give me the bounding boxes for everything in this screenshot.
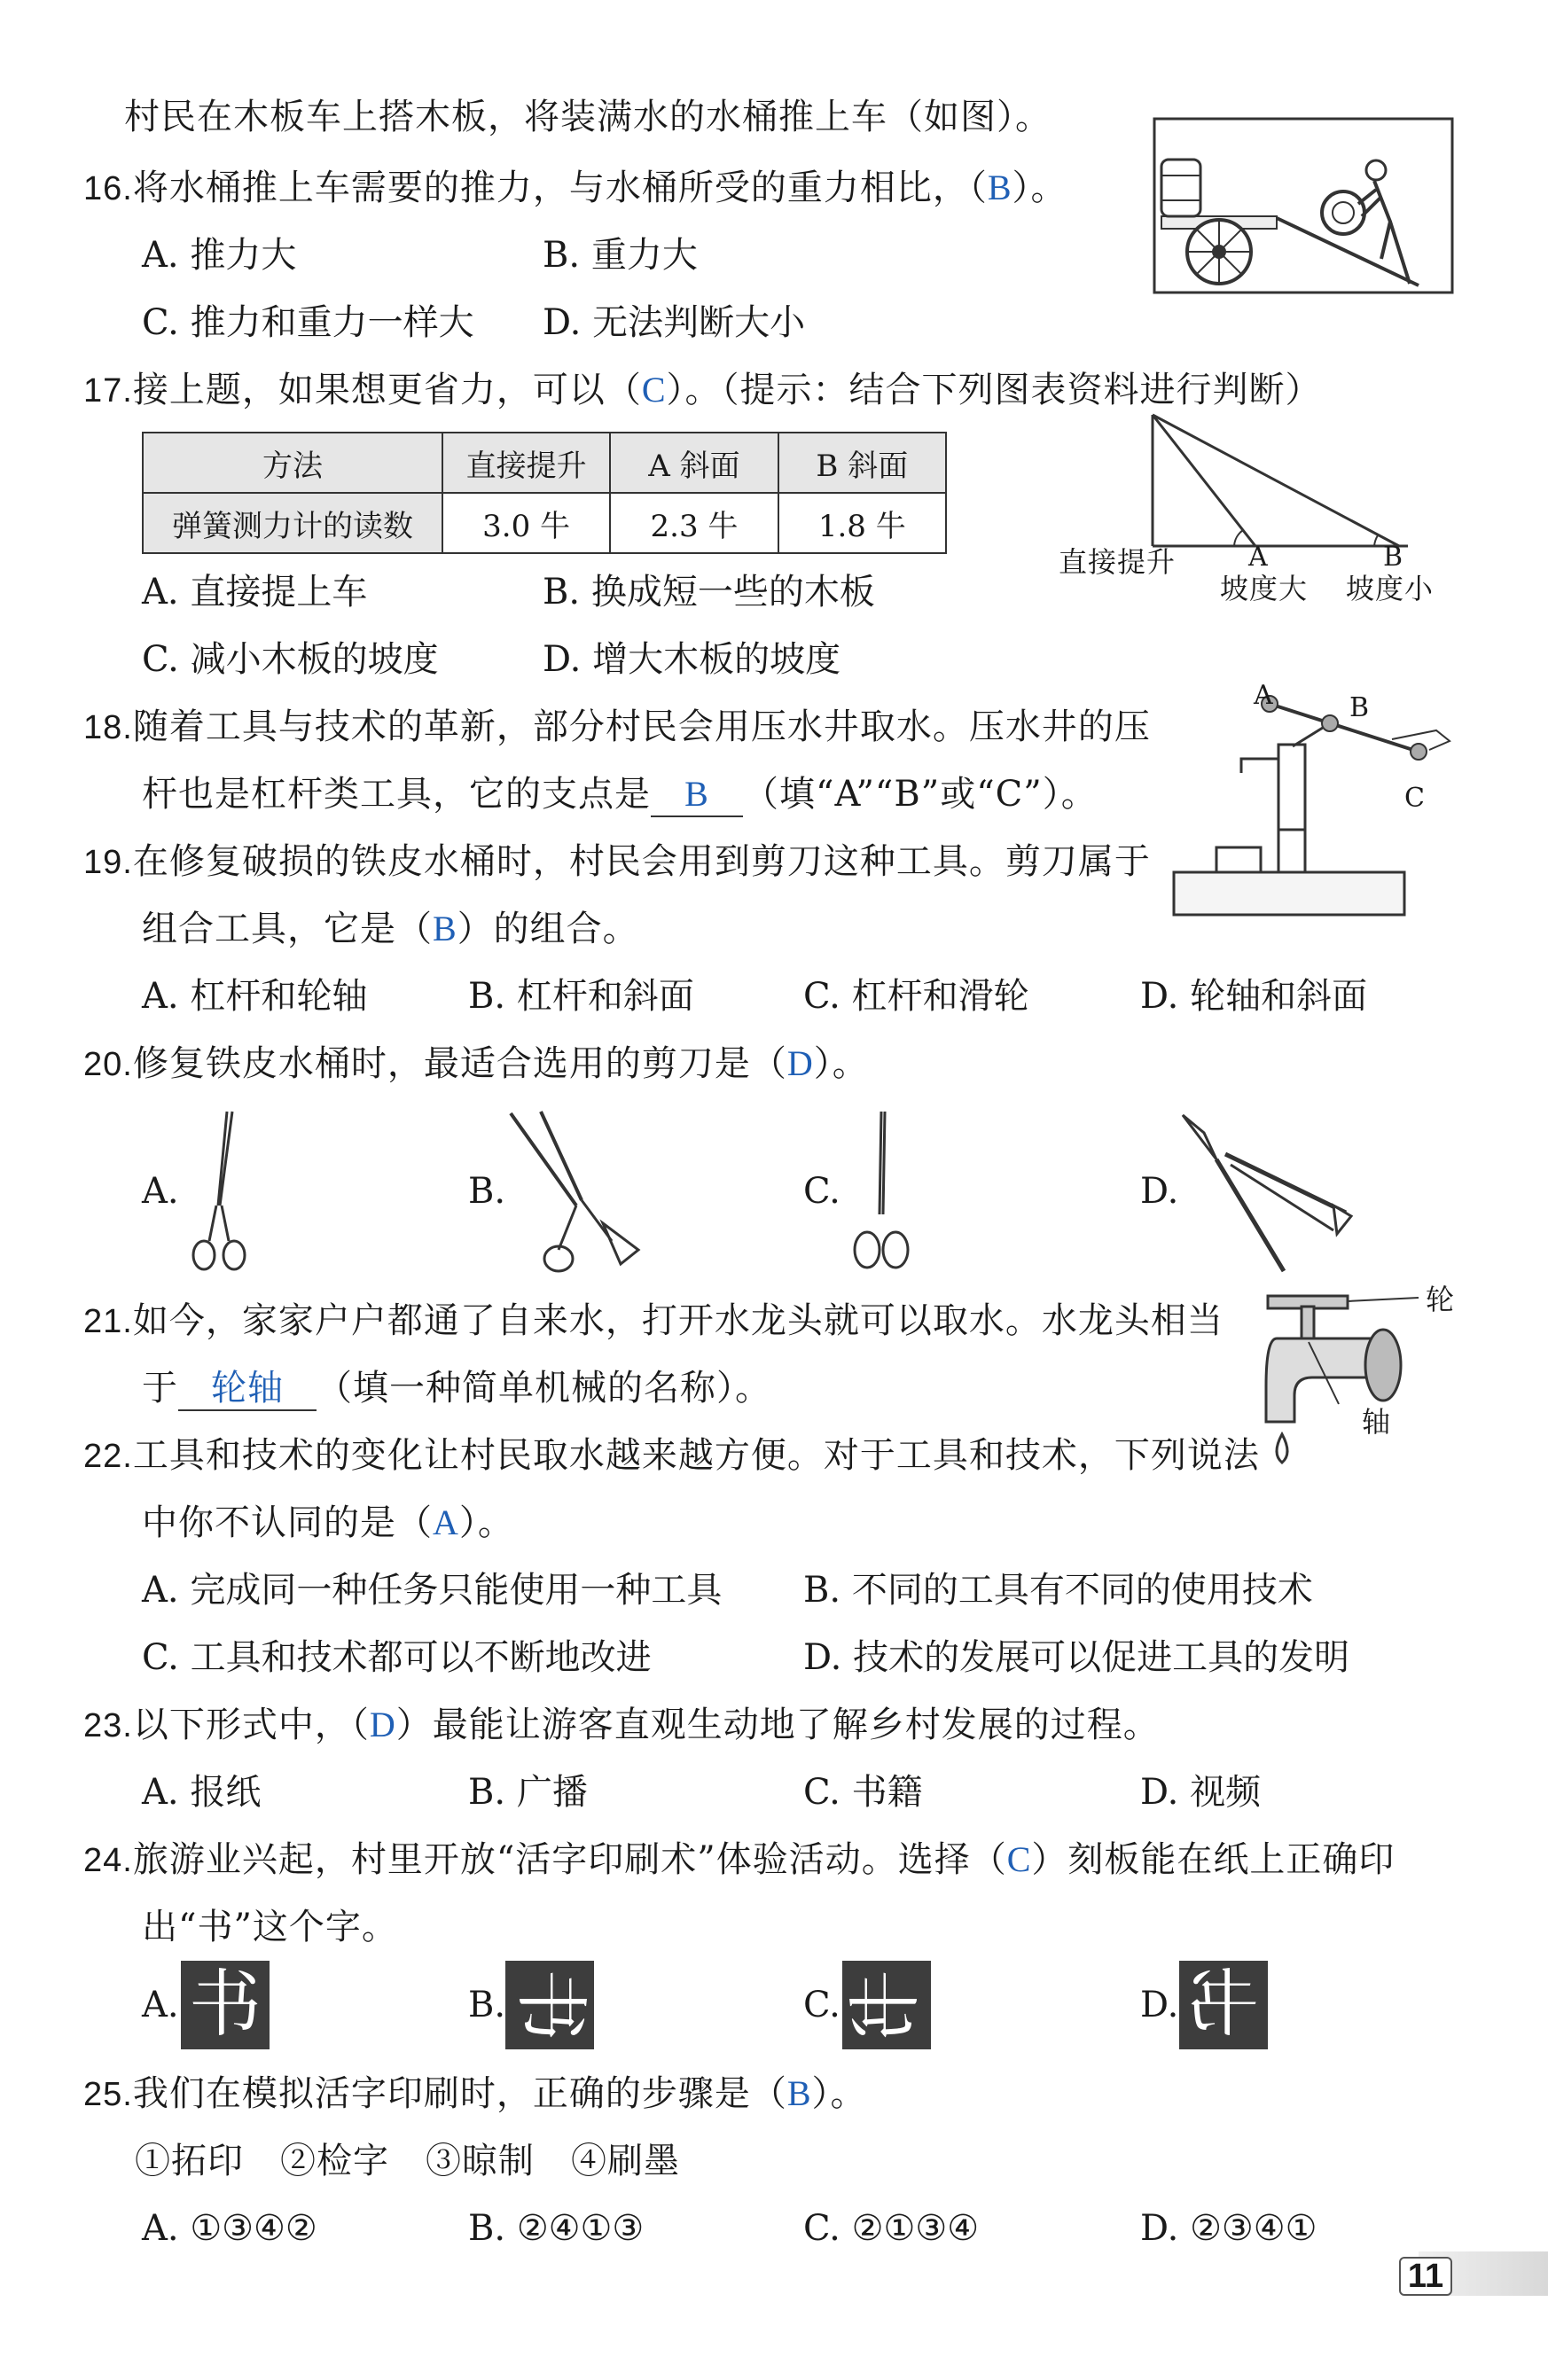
q25-option-b: B. ②④①③ — [468, 2208, 645, 2249]
q16-option-a: A. 推力大 — [142, 235, 297, 276]
slope-label-b-desc: 坡度小 — [1346, 572, 1435, 605]
q22-text-a: 中你不认同的是（ — [142, 1502, 433, 1543]
q18-answer: B — [651, 773, 743, 817]
q21-text-b: （填一种简单机械的名称）。 — [317, 1368, 771, 1408]
q16-option-b: B. 重力大 — [543, 235, 698, 276]
q22-text-line1: 工具和技术的变化让村民取水越来越方便。对于工具和技术，下列说法 — [132, 1435, 1260, 1476]
q17-row-label: 弹簧测力计的读数 — [143, 493, 442, 553]
q25-steps: ①拓印 ②检字 ③晾制 ④刷墨 — [135, 2141, 680, 2181]
q16-text-b: ）。 — [1012, 168, 1067, 208]
q20-option-b: B. — [468, 1171, 506, 1212]
q18-number: 18. — [83, 709, 133, 746]
q21-text-line1: 如今，家家户户都通了自来水，打开水龙头就可以取水。水龙头相当 — [132, 1300, 1224, 1341]
q16-text-a: 将水桶推上车需要的推力，与水桶所受的重力相比，（ — [132, 168, 988, 208]
q17-number: 17. — [83, 372, 133, 410]
q17-value-b: 1.8 牛 — [778, 493, 946, 553]
q17-header-lift: 直接提升 — [442, 433, 610, 493]
q16-stem — [83, 167, 1067, 210]
q19-text-line1: 在修复破损的铁皮水桶时，村民会用到剪刀这种工具。剪刀属于 — [132, 841, 1151, 882]
q22-option-c: C. 工具和技术都可以不断地改进 — [142, 1637, 652, 1678]
q17-option-b: B. 换成短一些的木板 — [543, 572, 875, 613]
q21-text-a: 于 — [142, 1368, 178, 1408]
q25-number: 25. — [83, 2076, 133, 2113]
q24-option-a: A. — [142, 1985, 179, 2025]
scissors-b-icon — [505, 1108, 647, 1276]
q21-number: 21. — [83, 1303, 133, 1340]
slope-label-b: B — [1383, 542, 1404, 573]
q24-line2: 出“书”这个字。 — [142, 1907, 398, 1947]
q25-answer: B — [786, 2073, 812, 2113]
faucet-label-wheel: 轮 — [1426, 1283, 1456, 1316]
q19-option-b: B. 杠杆和斜面 — [468, 976, 694, 1017]
slope-label-a-desc: 坡度大 — [1220, 572, 1309, 605]
q22-option-b: B. 不同的工具有不同的使用技术 — [803, 1570, 1313, 1611]
q18-text-a: 杆也是杠杆类工具，它的支点是 — [142, 774, 651, 815]
q17-header-method: 方法 — [143, 433, 442, 493]
q22-line2 — [142, 1502, 514, 1544]
q25-stem — [83, 2072, 867, 2116]
q17-table-row — [143, 493, 946, 553]
page-number: 11 — [1399, 2257, 1452, 2296]
q24-text-b: ）刻板能在纸上正确印 — [1031, 1839, 1396, 1880]
q18-text-line1: 随着工具与技术的革新，部分村民会用压水井取水。压水井的压 — [132, 706, 1151, 747]
q21-line1 — [83, 1299, 1224, 1343]
q22-option-d: D. 技术的发展可以促进工具的发明 — [803, 1637, 1350, 1678]
q24-number: 24. — [83, 1842, 133, 1879]
q17-table-header — [143, 433, 946, 493]
q23-option-d: D. 视频 — [1140, 1772, 1262, 1813]
q19-line1 — [83, 840, 1151, 884]
q20-text-a: 修复铁皮水桶时，最适合选用的剪刀是（ — [132, 1043, 787, 1084]
slope-label-a: A — [1248, 542, 1269, 573]
q20-option-a: A. — [142, 1171, 179, 1212]
q23-number: 23. — [83, 1707, 133, 1744]
q25-option-a: A. ①③④② — [142, 2208, 317, 2249]
q23-text-a: 以下形式中，（ — [132, 1705, 370, 1745]
q18-line1 — [83, 706, 1151, 749]
pump-label-b: B — [1349, 692, 1371, 723]
q23-option-c: C. 书籍 — [803, 1772, 923, 1813]
pump-label-c: C — [1404, 783, 1426, 814]
q17-text-b: ）。（提示：结合下列图表资料进行判断） — [666, 370, 1322, 410]
q19-line2 — [142, 908, 639, 950]
q19-text-b: ）的组合。 — [457, 909, 639, 949]
q24-answer: C — [1006, 1839, 1032, 1879]
q21-line2 — [142, 1367, 771, 1411]
q19-number: 19. — [83, 844, 133, 881]
q24-text-a: 旅游业兴起，村里开放“活字印刷术”体验活动。选择（ — [132, 1839, 1007, 1880]
q20-stem — [83, 1042, 869, 1086]
q19-text-a: 组合工具，它是（ — [142, 909, 433, 949]
q22-option-a: A. 完成同一种任务只能使用一种工具 — [142, 1570, 723, 1611]
intro-text: 村民在木板车上搭木板，将装满水的水桶推上车（如图）。 — [124, 97, 1052, 137]
slope-diagram — [1149, 413, 1415, 555]
q17-table — [142, 432, 947, 554]
q21-answer: 轮轴 — [178, 1367, 317, 1411]
q24-option-d: D. — [1140, 1985, 1179, 2025]
q22-number: 22. — [83, 1438, 133, 1475]
scissors-a-icon — [183, 1108, 254, 1276]
q19-option-c: C. 杠杆和滑轮 — [803, 976, 1029, 1017]
faucet-label-axle: 轴 — [1362, 1405, 1392, 1439]
q16-option-c: C. 推力和重力一样大 — [142, 302, 474, 343]
q23-stem — [83, 1704, 1160, 1747]
q17-text-a: 接上题，如果想更省力，可以（ — [132, 370, 642, 410]
q25-text-b: ）。 — [811, 2073, 867, 2114]
q25-text-a: 我们在模拟活字印刷时，正确的步骤是（ — [132, 2073, 787, 2114]
stamp-d: 书 — [1179, 1961, 1268, 2049]
q20-text-b: ）。 — [813, 1043, 869, 1084]
q20-number: 20. — [83, 1046, 133, 1083]
q17-option-c: C. 减小木板的坡度 — [142, 639, 439, 680]
q16-option-d: D. 无法判断大小 — [543, 302, 806, 343]
q23-answer: D — [369, 1705, 396, 1744]
q18-text-b: （填“A”“B”或“C”）。 — [743, 774, 1098, 815]
q22-text-b: ）。 — [458, 1502, 514, 1543]
q16-number: 16. — [83, 170, 133, 207]
scissors-d-icon — [1177, 1106, 1355, 1275]
stamp-c: 书 — [842, 1961, 931, 2049]
q17-header-b: B 斜面 — [778, 433, 946, 493]
q17-option-d: D. 增大木板的坡度 — [543, 639, 841, 680]
q23-option-b: B. 广播 — [468, 1772, 588, 1813]
q24-option-c: C. — [803, 1985, 840, 2025]
scissors-c-icon — [846, 1108, 917, 1276]
q22-answer: A — [433, 1502, 459, 1542]
q17-header-a: A 斜面 — [610, 433, 778, 493]
q20-answer: D — [786, 1043, 814, 1083]
slope-label-lift: 直接提升 — [1059, 545, 1177, 579]
q24-line1 — [83, 1838, 1395, 1882]
stamp-b: 书 — [505, 1961, 594, 2049]
stamp-a: 书 — [181, 1961, 270, 2049]
q17-stem — [83, 369, 1322, 412]
q25-option-c: C. ②①③④ — [803, 2208, 980, 2249]
q19-answer: B — [433, 909, 457, 948]
q22-line1 — [83, 1434, 1260, 1478]
q18-line2 — [142, 773, 1098, 817]
q23-option-a: A. 报纸 — [142, 1772, 262, 1813]
q23-text-b: ）最能让游客直观生动地了解乡村发展的过程。 — [395, 1705, 1160, 1745]
pump-base-figure — [1172, 830, 1406, 918]
q25-option-d: D. ②③④① — [1140, 2208, 1317, 2249]
q20-option-d: D. — [1140, 1171, 1179, 1212]
q24-option-b: B. — [468, 1985, 506, 2025]
q19-option-a: A. 杠杆和轮轴 — [142, 976, 368, 1017]
q16-answer: B — [987, 168, 1012, 207]
q20-option-c: C. — [803, 1171, 840, 1212]
pump-label-a: A — [1254, 680, 1274, 711]
q19-option-d: D. 轮轴和斜面 — [1140, 976, 1368, 1017]
faucet-figure — [1259, 1280, 1436, 1475]
q17-answer: C — [641, 370, 667, 410]
cart-ramp-figure — [1153, 117, 1454, 294]
q17-value-lift: 3.0 牛 — [442, 493, 610, 553]
q17-value-a: 2.3 牛 — [610, 493, 778, 553]
q17-option-a: A. 直接提上车 — [142, 572, 368, 613]
